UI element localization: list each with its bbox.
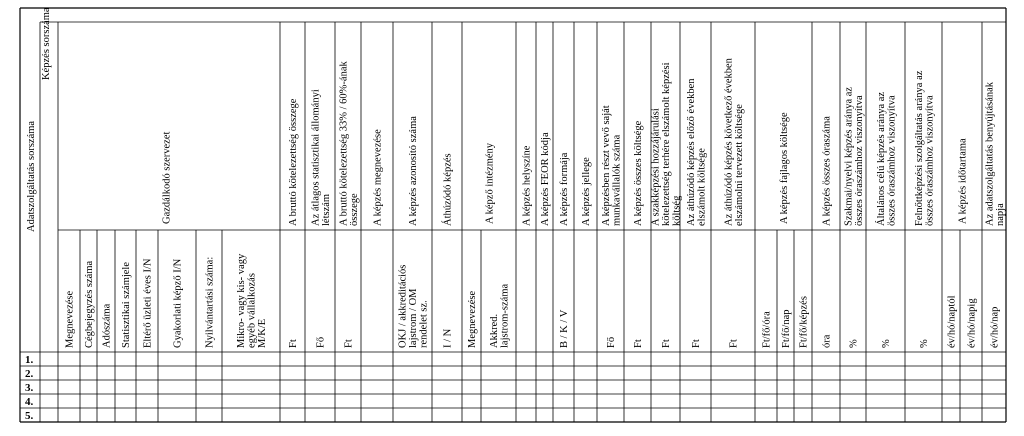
group-header-label: A képzés fajlagos költsége xyxy=(779,112,790,224)
column-unit-label: Nyilvántartási száma: xyxy=(204,256,216,348)
table-cell[interactable] xyxy=(778,367,794,380)
table-cell[interactable] xyxy=(712,381,755,394)
table-cell[interactable] xyxy=(394,381,432,394)
table-cell[interactable] xyxy=(394,353,432,366)
table-cell[interactable] xyxy=(197,395,222,408)
group-header-label: A képző intézmény xyxy=(484,142,496,224)
column-header-label: Az átlagos statisztikai állományi xyxy=(310,89,322,226)
column-header-label: Általános célú képzés aránya az xyxy=(875,91,887,226)
table-cell[interactable] xyxy=(625,409,651,422)
table-cell[interactable] xyxy=(841,353,866,366)
column-header-label: kötelezettség terhére elszámolt képzési xyxy=(661,62,672,226)
column-header-label: A képzés összes költsége xyxy=(633,120,644,226)
table-cell[interactable] xyxy=(681,367,711,380)
table-cell[interactable] xyxy=(625,381,651,394)
table-cell[interactable] xyxy=(867,395,905,408)
table-cell[interactable] xyxy=(813,395,840,408)
table-cell[interactable] xyxy=(306,409,335,422)
column-header-label: A bruttó kötelezettség összege xyxy=(288,98,299,226)
table-cell[interactable] xyxy=(517,381,536,394)
table-cell[interactable] xyxy=(983,409,1006,422)
table-cell[interactable] xyxy=(223,409,280,422)
table-cell[interactable] xyxy=(482,367,516,380)
table-cell[interactable] xyxy=(433,381,462,394)
table-cell[interactable] xyxy=(81,395,97,408)
table-cell[interactable] xyxy=(362,353,393,366)
table-cell[interactable] xyxy=(554,353,574,366)
column-header-label: Az áthúzódó képzés előző években xyxy=(685,78,697,226)
table-cell[interactable] xyxy=(983,395,1006,408)
table-cell[interactable] xyxy=(137,395,158,408)
table-cell[interactable] xyxy=(961,395,982,408)
column-header-label: A képzés FEOR kódja xyxy=(540,132,551,226)
table-cell[interactable] xyxy=(906,353,942,366)
column-header-label: Áthúzódó képzés xyxy=(442,153,454,226)
table-cell[interactable] xyxy=(554,381,574,394)
table-cell[interactable] xyxy=(197,367,222,380)
table-cell[interactable] xyxy=(433,367,462,380)
table-cell[interactable] xyxy=(394,367,432,380)
table-cell[interactable] xyxy=(778,409,794,422)
table-cell[interactable] xyxy=(598,353,624,366)
table-cell[interactable] xyxy=(943,409,960,422)
table-cell[interactable] xyxy=(517,395,536,408)
table-cell[interactable] xyxy=(906,395,942,408)
table-cell[interactable] xyxy=(575,409,597,422)
table-cell[interactable] xyxy=(961,367,982,380)
table-cell[interactable] xyxy=(756,395,777,408)
row-number: 2. xyxy=(25,368,34,380)
column-header-label: A bruttó kötelezettség 33% / 60%-ának xyxy=(338,61,350,226)
table-cell[interactable] xyxy=(59,395,80,408)
table-cell[interactable] xyxy=(906,409,942,422)
table-cell[interactable] xyxy=(598,409,624,422)
table-cell[interactable] xyxy=(159,381,196,394)
column-header-label: Az adatszolgáltatás benyújtásának xyxy=(984,81,996,226)
row-numbers xyxy=(25,354,34,422)
table-cell[interactable] xyxy=(197,353,222,366)
table-cell[interactable] xyxy=(159,367,196,380)
table-cell[interactable] xyxy=(681,381,711,394)
table-cell[interactable] xyxy=(652,409,680,422)
table-cell[interactable] xyxy=(537,395,553,408)
table-cell[interactable] xyxy=(652,367,680,380)
table-cell[interactable] xyxy=(281,353,305,366)
column-unit-label: Ft xyxy=(661,339,672,348)
column-unit-label: év/hó/nap xyxy=(989,306,1001,348)
table-cell[interactable] xyxy=(625,353,651,366)
column-unit-label: Ft xyxy=(288,339,299,348)
column-header-label: elszámolt költsége xyxy=(696,148,708,226)
table-cell[interactable] xyxy=(778,353,794,366)
table-cell[interactable] xyxy=(281,381,305,394)
table-cell[interactable] xyxy=(795,367,812,380)
table-cell[interactable] xyxy=(482,353,516,366)
table-cell[interactable] xyxy=(517,367,536,380)
table-cell[interactable] xyxy=(841,367,866,380)
table-cell[interactable] xyxy=(795,409,812,422)
table-cell[interactable] xyxy=(756,409,777,422)
table-cell[interactable] xyxy=(81,353,97,366)
column-header-label: létszám xyxy=(320,193,332,226)
table-cell[interactable] xyxy=(712,409,755,422)
table-cell[interactable] xyxy=(306,353,335,366)
table-cell[interactable] xyxy=(537,353,553,366)
column-header-label: elszámolni tervezett költsége xyxy=(733,104,745,226)
table-cell[interactable] xyxy=(81,381,97,394)
column-header-label: Az áthúzódó képzés következő években xyxy=(723,58,735,226)
table-cell[interactable] xyxy=(795,381,812,394)
column-unit-label: Akkred. xyxy=(488,313,500,348)
table-cell[interactable] xyxy=(554,409,574,422)
column-unit-label: lajstrom-száma xyxy=(499,283,511,348)
table-cell[interactable] xyxy=(482,409,516,422)
table-cell[interactable] xyxy=(98,395,115,408)
table-cell[interactable] xyxy=(81,409,97,422)
table-cell[interactable] xyxy=(961,353,982,366)
table-cell[interactable] xyxy=(159,395,196,408)
column-header-label: A képzés megnevezése xyxy=(372,129,384,226)
table-cell[interactable] xyxy=(336,409,361,422)
column-unit-label: % xyxy=(848,339,860,348)
table-cell[interactable] xyxy=(841,395,866,408)
table-cell[interactable] xyxy=(433,353,462,366)
table-cell[interactable] xyxy=(137,381,158,394)
table-cell[interactable] xyxy=(961,409,982,422)
column-unit-label: OKJ / akkreditációs xyxy=(397,264,409,348)
table-cell[interactable] xyxy=(98,353,115,366)
column-unit-label: rendelet sz. xyxy=(418,300,430,348)
table-cell[interactable] xyxy=(223,367,280,380)
column-unit-label: Ft/fő/képzés xyxy=(798,296,810,348)
table-cell[interactable] xyxy=(306,367,335,380)
table-cell[interactable] xyxy=(517,353,536,366)
table-cell[interactable] xyxy=(159,409,196,422)
table-cell[interactable] xyxy=(159,353,196,366)
table-cell[interactable] xyxy=(943,353,960,366)
table-cell[interactable] xyxy=(712,395,755,408)
table-cell[interactable] xyxy=(867,381,905,394)
column-unit-label: Megnevezése xyxy=(467,290,478,348)
column-header-label: összes óraszámhoz viszonyítva xyxy=(886,95,898,226)
column-header-label: munkavállalók száma xyxy=(611,134,623,226)
table-texts xyxy=(26,7,52,232)
table-cell[interactable] xyxy=(116,409,136,422)
column-unit-label: Ft/fő/óra xyxy=(761,311,773,348)
table-cell[interactable] xyxy=(116,395,136,408)
row-number: 1. xyxy=(25,354,34,366)
column-unit-label: B / K / V xyxy=(559,309,570,348)
table-cell[interactable] xyxy=(554,367,574,380)
column-unit-label: egyéb vállalkozás xyxy=(246,273,258,348)
table-cell[interactable] xyxy=(756,381,777,394)
table-cell[interactable] xyxy=(575,353,597,366)
row-number: 4. xyxy=(25,396,34,408)
column-header-label: összege xyxy=(348,193,360,226)
data-cells xyxy=(59,353,1006,422)
table-cell[interactable] xyxy=(906,367,942,380)
column-unit-label: I / N xyxy=(442,328,454,348)
table-cell[interactable] xyxy=(463,353,481,366)
table-cell[interactable] xyxy=(463,367,481,380)
table-cell[interactable] xyxy=(281,367,305,380)
table-cell[interactable] xyxy=(681,353,711,366)
column-header-label: A szakképzési hozzájárulási xyxy=(650,108,662,226)
table-cell[interactable] xyxy=(81,367,97,380)
column-unit-label: Ft xyxy=(343,339,355,348)
table-cell[interactable] xyxy=(98,409,115,422)
column-unit-label: Ft xyxy=(728,339,740,348)
table-cell[interactable] xyxy=(116,353,136,366)
table-cell[interactable] xyxy=(306,395,335,408)
column-unit-label: Fő xyxy=(315,336,327,348)
table-cell[interactable] xyxy=(336,395,361,408)
table-cell[interactable] xyxy=(652,395,680,408)
table-cell[interactable] xyxy=(943,395,960,408)
table-cell[interactable] xyxy=(223,381,280,394)
table-cell[interactable] xyxy=(223,353,280,366)
table-cell[interactable] xyxy=(598,381,624,394)
column-header-label: Felnőttképzési szolgáltatás aránya az xyxy=(913,70,925,226)
table-cell[interactable] xyxy=(281,409,305,422)
column-header-label: összes óraszámhoz viszonyítva xyxy=(924,95,936,226)
column-unit-label: Adószáma xyxy=(101,303,113,348)
column-unit-label: Ft xyxy=(633,339,644,348)
column-header-label: A képzés formája xyxy=(559,152,570,226)
table-cell[interactable] xyxy=(983,353,1006,366)
table-cell[interactable] xyxy=(306,381,335,394)
table-cell[interactable] xyxy=(778,381,794,394)
column-unit-label: év/hó/naptól xyxy=(946,295,958,348)
row-number: 3. xyxy=(25,382,34,394)
table-cell[interactable] xyxy=(841,409,866,422)
table-cell[interactable] xyxy=(712,353,755,366)
kepzes-sorszama-header: Képzés sorszáma xyxy=(41,7,52,80)
column-header-label: A képzés jellege xyxy=(581,157,592,226)
table-cell[interactable] xyxy=(537,409,553,422)
column-unit-label: Cégbejegyzés száma xyxy=(84,260,95,348)
table-cell[interactable] xyxy=(59,367,80,380)
column-header-label: költség xyxy=(671,195,683,226)
table-cell[interactable] xyxy=(137,409,158,422)
table-cell[interactable] xyxy=(813,353,840,366)
table-cell[interactable] xyxy=(841,381,866,394)
column-header-label: A képzés azonosító száma xyxy=(408,116,419,226)
table-cell[interactable] xyxy=(362,367,393,380)
column-header-label: A képzés összes óraszáma xyxy=(821,116,833,226)
column-unit-label: % xyxy=(881,339,892,348)
column-header-label: összes óraszámhoz viszonyítva xyxy=(853,95,865,226)
table-cell[interactable] xyxy=(433,409,462,422)
table-cell[interactable] xyxy=(575,367,597,380)
table-cell[interactable] xyxy=(813,409,840,422)
table-cell[interactable] xyxy=(906,381,942,394)
table-cell[interactable] xyxy=(116,367,136,380)
column-unit-label: Fő xyxy=(606,336,617,348)
table-cell[interactable] xyxy=(482,381,516,394)
table-cell[interactable] xyxy=(59,409,80,422)
table-cell[interactable] xyxy=(867,367,905,380)
table-cell[interactable] xyxy=(983,367,1006,380)
table-cell[interactable] xyxy=(537,367,553,380)
column-unit-label: % xyxy=(919,339,930,348)
table-cell[interactable] xyxy=(137,353,158,366)
table-cell[interactable] xyxy=(394,409,432,422)
table-cell[interactable] xyxy=(598,395,624,408)
table-cell[interactable] xyxy=(537,381,553,394)
row-number: 5. xyxy=(25,410,34,422)
column-unit-label: Ft/fő/nap xyxy=(781,309,792,348)
table-cell[interactable] xyxy=(197,409,222,422)
table-cell[interactable] xyxy=(336,381,361,394)
table-cell[interactable] xyxy=(433,395,462,408)
group-header-label: A képzés időtartama xyxy=(957,138,969,224)
adatszolgaltatas-sorszama-header: Adatszolgáltatás sorszáma xyxy=(26,120,37,232)
table-cell[interactable] xyxy=(59,381,80,394)
table-cell[interactable] xyxy=(625,395,651,408)
table-cell[interactable] xyxy=(362,409,393,422)
column-header-label: napja xyxy=(994,203,1006,226)
table-cell[interactable] xyxy=(681,409,711,422)
column-unit-label: M/K/E xyxy=(257,318,268,348)
column-unit-label: Ft xyxy=(691,339,702,348)
table-cell[interactable] xyxy=(813,381,840,394)
table-cell[interactable] xyxy=(652,353,680,366)
column-header-label: Szakmai/nyelvi képzés aránya az xyxy=(843,86,855,226)
table-cell[interactable] xyxy=(336,353,361,366)
table-cell[interactable] xyxy=(681,395,711,408)
column-header-label: A képzés helyszíne xyxy=(521,145,533,226)
table-cell[interactable] xyxy=(712,367,755,380)
table-cell[interactable] xyxy=(575,395,597,408)
table-cell[interactable] xyxy=(554,395,574,408)
table-cell[interactable] xyxy=(281,395,305,408)
table-cell[interactable] xyxy=(137,367,158,380)
column-unit-label: Gyakorlati képző I/N xyxy=(172,258,184,348)
table-cell[interactable] xyxy=(598,367,624,380)
table-cell[interactable] xyxy=(362,395,393,408)
column-unit-label: Eltérő üzleti éves I/N xyxy=(142,258,154,348)
group-header-label: Gazdálkodó szervezet xyxy=(161,131,173,224)
column-unit-label: Mikro- vagy kis- vagy xyxy=(236,253,247,348)
column-unit-label: Megnevezése xyxy=(64,290,76,348)
column-unit-label: óra xyxy=(821,334,833,348)
table-cell[interactable] xyxy=(463,409,481,422)
table-cell[interactable] xyxy=(98,381,115,394)
table-cell[interactable] xyxy=(116,381,136,394)
table-cell[interactable] xyxy=(223,395,280,408)
table-cell[interactable] xyxy=(756,353,777,366)
table-cell[interactable] xyxy=(336,367,361,380)
table-cell[interactable] xyxy=(778,395,794,408)
table-cell[interactable] xyxy=(575,381,597,394)
table-cell[interactable] xyxy=(867,409,905,422)
table-cell[interactable] xyxy=(482,395,516,408)
table-cell[interactable] xyxy=(961,381,982,394)
table-cell[interactable] xyxy=(795,353,812,366)
table-cell[interactable] xyxy=(625,367,651,380)
table-cell[interactable] xyxy=(463,395,481,408)
table-cell[interactable] xyxy=(813,367,840,380)
column-unit-label: év/hó/napig xyxy=(966,298,978,348)
table-cell[interactable] xyxy=(394,395,432,408)
column-header-label: A képzésben részt vevő saját xyxy=(600,105,612,226)
table-cell[interactable] xyxy=(795,395,812,408)
column-unit-label: lajstrom / OM xyxy=(408,288,419,348)
table-cell[interactable] xyxy=(463,381,481,394)
table-cell[interactable] xyxy=(59,353,80,366)
column-unit-label: Statisztikai számjele xyxy=(121,261,132,348)
table-cell[interactable] xyxy=(943,381,960,394)
table-cell[interactable] xyxy=(362,381,393,394)
table-cell[interactable] xyxy=(197,381,222,394)
table-cell[interactable] xyxy=(517,409,536,422)
table-cell[interactable] xyxy=(756,367,777,380)
table-cell[interactable] xyxy=(652,381,680,394)
column-texts xyxy=(65,57,1006,348)
table-cell[interactable] xyxy=(98,367,115,380)
table-cell[interactable] xyxy=(943,367,960,380)
table-cell[interactable] xyxy=(983,381,1006,394)
table-cell[interactable] xyxy=(867,353,905,366)
